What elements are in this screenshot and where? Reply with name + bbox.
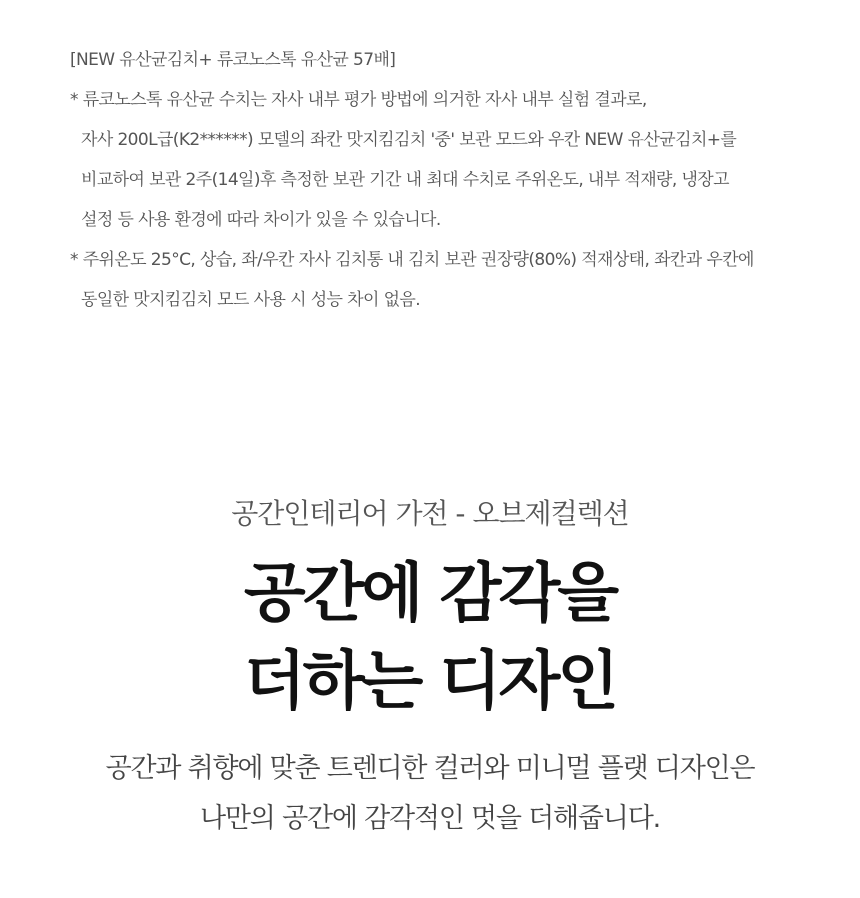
note-line: 비교하여 보관 2주(14일)후 측정한 보관 기간 내 최대 수치로 주위온도, 내부 적재량, 냉장고 xyxy=(81,170,729,190)
note-line: * 주위온도 25°C, 상습, 좌/우칸 자사 김치통 내 김치 보관 권장량(80%) 적재상태, 좌칸과 우칸에 xyxy=(70,250,754,270)
description-line: 공간과 취향에 맞춘 트렌디한 컬러와 미니멀 플랫 디자인은 xyxy=(105,753,755,784)
disclaimer-notes xyxy=(70,40,830,320)
description-line: 나만의 공간에 감각적인 멋을 더해줍니다. xyxy=(200,803,660,834)
note-line: * 류코노스톡 유산균 수치는 자사 내부 평가 방법에 의거한 자사 내부 실험 결과로, xyxy=(70,90,647,110)
section-eyebrow: 공간인테리어 가전 - 오브제컬렉션 xyxy=(231,497,629,530)
note-line: 동일한 맛지킴김치 모드 사용 시 성능 차이 없음. xyxy=(81,290,421,310)
headline-line: 더하는 디자인 xyxy=(243,645,617,719)
headline-line: 공간에 감각을 xyxy=(243,557,617,631)
hero-description xyxy=(0,744,860,844)
hero-section xyxy=(0,490,860,844)
page-headline xyxy=(0,550,860,726)
note-line: 설정 등 사용 환경에 따라 차이가 있을 수 있습니다. xyxy=(81,210,441,230)
note-line: 자사 200L급(K2******) 모델의 좌칸 맛지킴김치 '중' 보관 모드와 우칸 NEW 유산균김치+를 xyxy=(81,130,737,150)
note-title: [NEW 유산균김치+ 류코노스톡 유산균 57배] xyxy=(70,50,396,70)
